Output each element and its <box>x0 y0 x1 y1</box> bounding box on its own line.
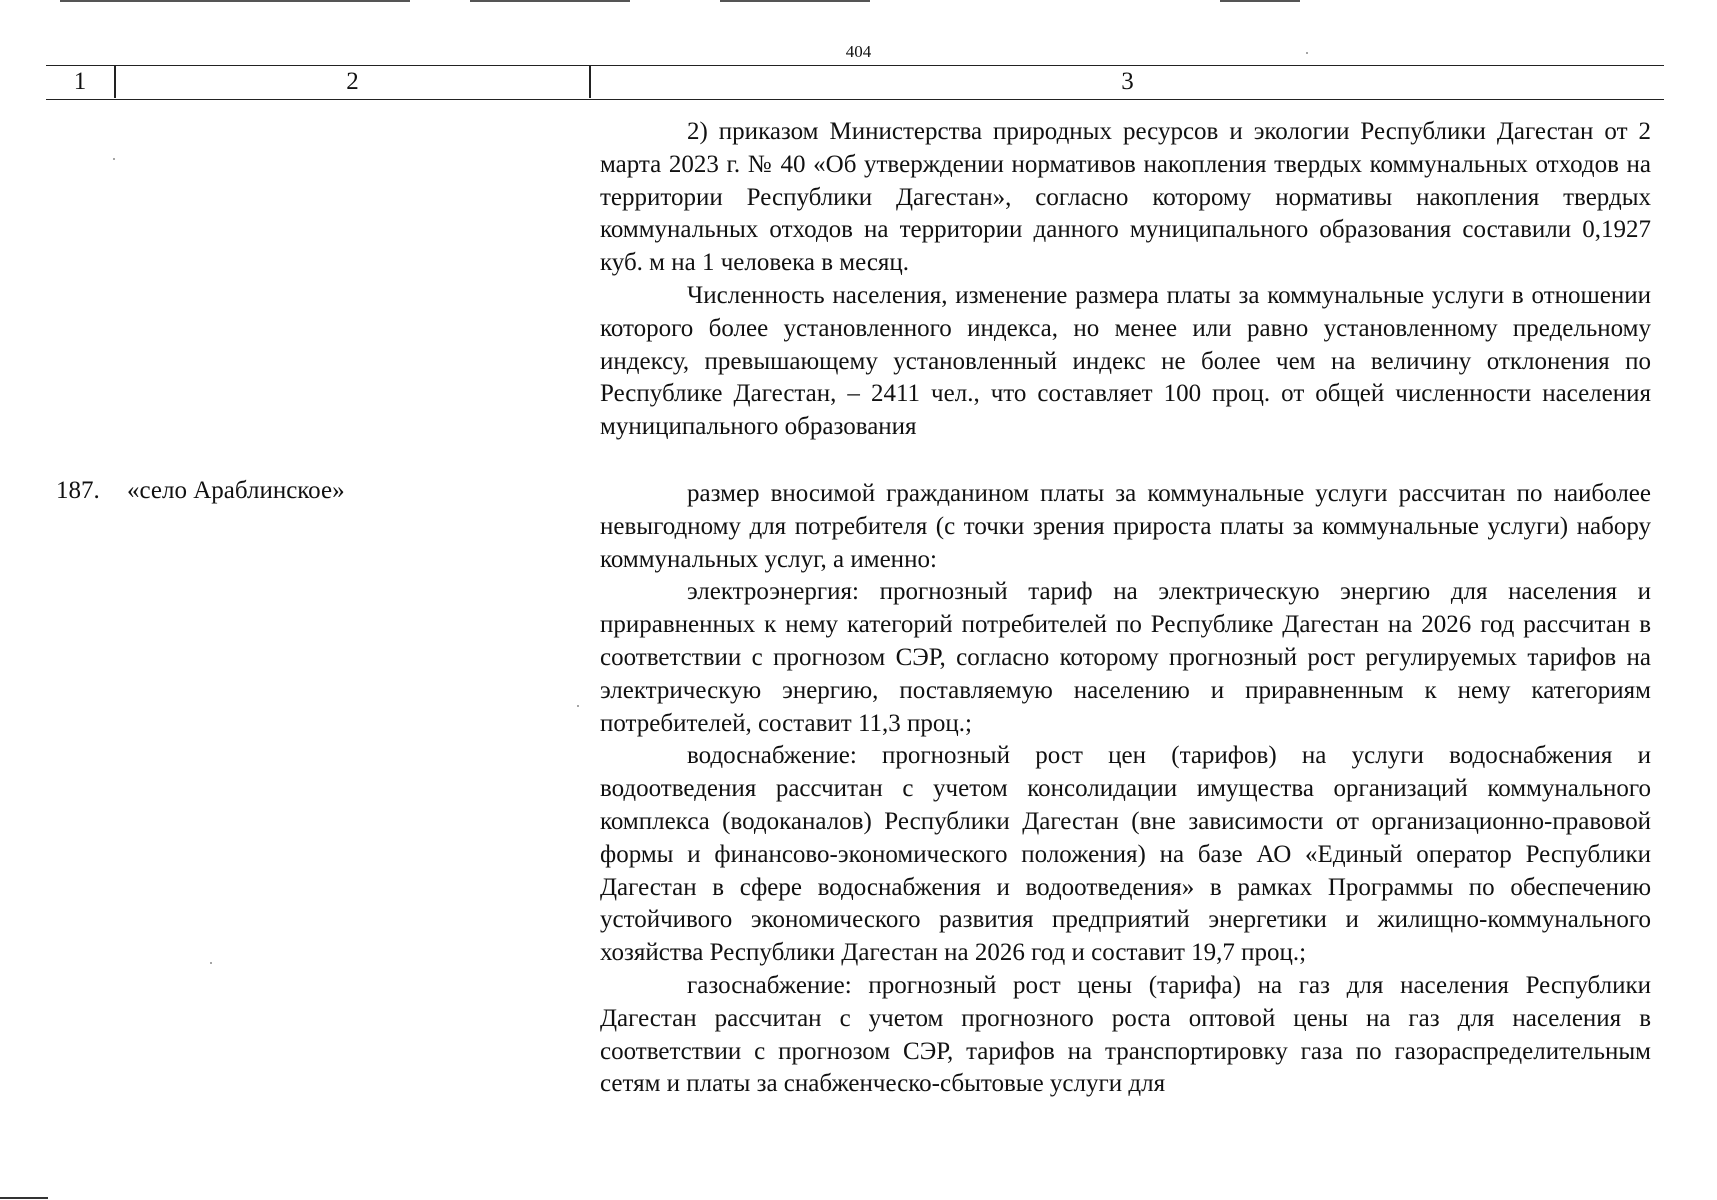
paragraph: электроэнергия: прогнозный тариф на электрическую энергию для населения и приравненных к нему категорий потребителей по Республике Дагестан на 2026 год рассчитан в соответствии с прогнозом СЭР, согласно которому прогнозный рост регулируемых тарифов на электрическую энергию, поставляемую населению и приравненным к нему категориям потребителей, составит 11,3 проц.; <box>600 578 1651 737</box>
paragraph: размер вносимой гражданином платы за коммунальные услуги рассчитан по наиболее невыгодному для потребителя (с точки зрения прироста платы за коммунальные услуги) набору коммунальных услуг, а именно: <box>600 480 1651 573</box>
entry-number: 187. <box>56 477 100 504</box>
scan-dot <box>113 158 115 160</box>
scan-artifact-line <box>60 0 410 2</box>
paragraph: водоснабжение: прогнозный рост цен (тарифов) на услуги водоснабжения и водоотведения рассчитан с учетом консолидации имущества организаций коммунального комплекса (водоканалов) Республики Дагестан (вне зависимости от организационно-правовой формы и финансово-экономического положения) на базе АО «Единый оператор Республики Дагестан в сфере водоснабжения и водоотведения» в рамках Программы по обеспечению устойчивого экономического развития предприятий энергетики и жилищно-коммунального хозяйства Республики Дагестан на 2026 год и составит 19,7 проц.; <box>600 742 1651 967</box>
paragraph: 2) приказом Министерства природных ресурсов и экологии Республики Дагестан от 2 марта 2023 г. № 40 «Об утверждении нормативов накопления твердых коммунальных отходов на территории Республики Дагестан», согласно которому нормативы накопления твердых коммунальных отходов на территории данного муниципального образования составили 0,1927 куб. м на 1 человека в месяц. <box>600 118 1651 277</box>
scan-dot <box>1306 52 1308 54</box>
paragraph: газоснабжение: прогнозный рост цены (тарифа) на газ для населения Республики Дагестан рассчитан с учетом прогнозного роста оптовой цены на газ для населения в соответствии с прогнозом СЭР, тарифов на транспортировку газа по газораспределительным сетям и платы за снабженческо-сбытовые услуги для <box>600 971 1651 1098</box>
scan-artifact-line <box>1220 0 1300 2</box>
page-number: 404 <box>845 42 872 61</box>
header-column-2: 2 <box>346 68 359 95</box>
scan-artifact-line <box>720 0 870 2</box>
header-column-3: 3 <box>1121 68 1134 95</box>
paragraph: Численность населения, изменение размера платы за коммунальные услуги в отношении которого более установленного индекса, но менее или равно установленному предельному индексу, превышающему установленный индекс не более чем на величину отклонения по Республике Дагестан, – 2411 чел., что составляет 100 проц. от общей численности населения муниципального образования <box>600 281 1651 441</box>
table-header <box>46 65 1664 100</box>
header-column-1: 1 <box>73 68 87 95</box>
entry-name: «село Араблинское» <box>127 477 345 504</box>
scan-artifact-line <box>470 0 630 2</box>
scan-dot <box>210 962 212 964</box>
continued-text-block <box>600 116 1651 444</box>
scan-artifact-line <box>0 1197 48 1199</box>
scan-dot <box>577 705 579 707</box>
entry-text-block <box>600 478 1651 1101</box>
